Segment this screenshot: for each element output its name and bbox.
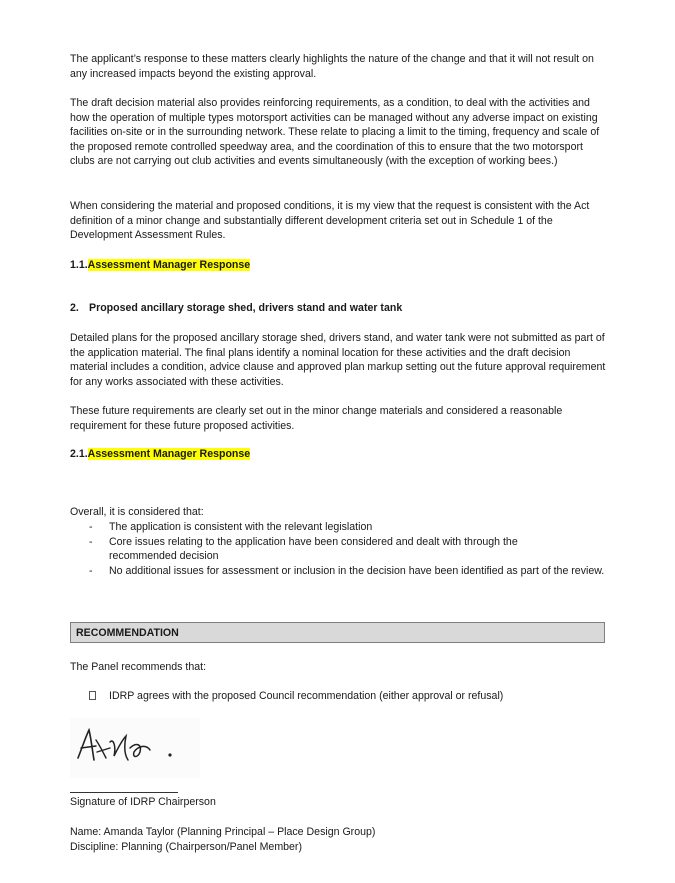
section-2-1-number: 2.1. xyxy=(70,448,88,460)
signature-line xyxy=(70,792,178,793)
section-1-1-heading xyxy=(70,258,610,273)
recommendation-option-label: IDRP agrees with the proposed Council recommendation (either approval or refusal) xyxy=(109,690,504,702)
agree-checkbox[interactable] xyxy=(89,691,96,700)
list-item: - No additional issues for assessment or inclusion in the decision have been identified as part of the review. xyxy=(70,564,610,579)
paragraph-draft-decision: The draft decision material also provides reinforcing requirements, as a condition, to deal with the activities and how the operation of multiple types motorsport activities can be managed without any adverse impact on existing facilities on-site or in the surrounding network. These relate to placing a limit to the timing, frequency and scale of the proposed remote controlled speedway area, and the coordination of this to ensure that the two motorsport clubs are not carrying out club activities and events simultaneously (with the exception of working bees.) xyxy=(70,97,600,168)
chairperson-signature xyxy=(70,718,200,778)
section-2-heading xyxy=(70,301,610,316)
paragraph-future-requirements: These future requirements are clearly set out in the minor change materials and considered a reasonable requirement for these future proposed activities. xyxy=(70,405,563,432)
section-2-number: 2. xyxy=(70,302,79,314)
list-item: - Core issues relating to the application have been considered and dealt with through the recommended decision xyxy=(70,535,610,564)
overall-intro: Overall, it is considered that: xyxy=(70,506,204,518)
recommendation-heading: RECOMMENDATION xyxy=(70,622,605,643)
section-2-1-title: Assessment Manager Response xyxy=(87,448,251,460)
section-1-1-number: 1.1. xyxy=(70,259,88,271)
signatory-name: Name: Amanda Taylor (Planning Principal – Place Design Group) xyxy=(70,826,376,838)
paragraph-applicant-response: The applicant’s response to these matters clearly highlights the nature of the change and that it will not result on any increased impacts beyond the existing approval. xyxy=(70,53,594,80)
paragraph-view: When considering the material and proposed conditions, it is my view that the request is consistent with the Act definition of a minor change and substantially different development criteria set out in Schedule 1 of the Development Assessment Rules. xyxy=(70,200,590,242)
signature-caption: Signature of IDRP Chairperson xyxy=(70,796,216,808)
recommendation-option xyxy=(70,689,610,704)
list-item: - The application is consistent with the relevant legislation xyxy=(70,520,610,535)
recommendation-intro: The Panel recommends that: xyxy=(70,661,207,673)
signatory-discipline: Discipline: Planning (Chairperson/Panel Member) xyxy=(70,841,302,853)
paragraph-detailed-plans: Detailed plans for the proposed ancillary storage shed, drivers stand, and water tank were not submitted as part of the application material. The final plans identify a nominal location for these activities and the draft decision material includes a condition, advice clause and approved plan markup setting out the future approval requirement for any works associated with these activities. xyxy=(70,332,606,388)
section-2-1-heading xyxy=(70,447,610,462)
section-1-1-title: Assessment Manager Response xyxy=(87,259,251,271)
section-2-title: Proposed ancillary storage shed, drivers stand and water tank xyxy=(89,302,403,314)
overall-list xyxy=(70,520,610,578)
